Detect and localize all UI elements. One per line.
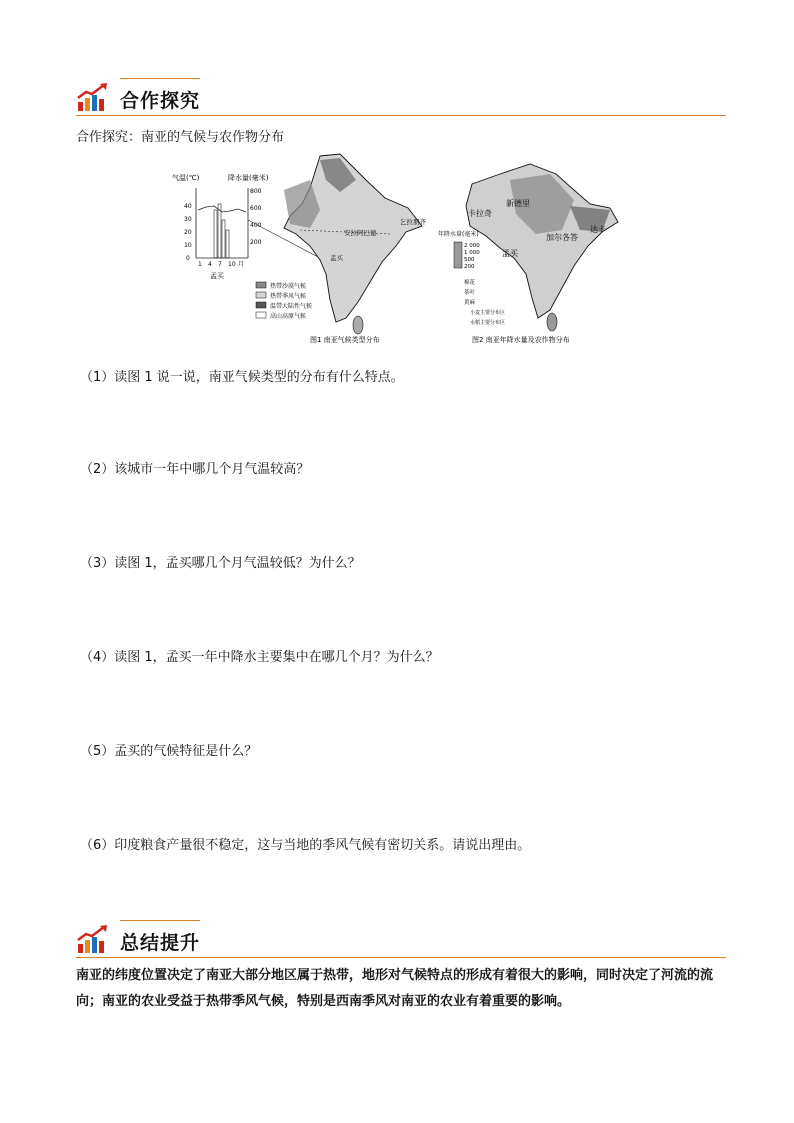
question-3: （3）读图 1，孟买哪几个月气温较低？为什么？ (80, 556, 361, 571)
y2-tick: 800 (250, 188, 262, 195)
header-rule (76, 115, 726, 116)
chart-right-axis-label: 降水量(毫米) (228, 174, 269, 182)
summary-paragraph: 南亚的纬度位置决定了南亚大部分地区属于热带，地形对气候特点的形成有着很大的影响，同时决定了河流的流向；南亚的农业受益于热带季风气候，特别是西南季风对南亚的农业有着重要的影响。 (76, 968, 714, 1009)
crop-legend: 棉花 (464, 280, 476, 286)
y2-tick: 200 (250, 239, 262, 246)
x-tick: 月 (238, 261, 245, 268)
crop-legend: 茶叶 (464, 290, 476, 296)
legend-value: 2 000 (464, 243, 480, 249)
crop-legend: 黄麻 (464, 300, 476, 306)
crop-legend: 水稻主要分布区 (470, 320, 506, 326)
x-tick: 10 (228, 261, 236, 268)
figure2-legend (438, 230, 505, 326)
section-title: 合作探究 (120, 90, 201, 112)
legend-title: 年降水量(毫米) (438, 231, 479, 238)
legend-item: 热带沙漠气候 (270, 283, 307, 290)
map-label-bombay: 孟买 (502, 249, 518, 258)
legend-item: 热带季风气候 (270, 293, 307, 300)
map-label-karachi: 卡拉奇 (468, 209, 492, 218)
x-tick: 7 (218, 261, 222, 268)
legend-value: 1 000 (464, 250, 480, 256)
question-4: （4）读图 1，孟买一年中降水主要集中在哪几个月？为什么？ (80, 650, 439, 665)
y-tick: 30 (184, 216, 192, 223)
figure2-map (438, 164, 618, 344)
y-tick: 0 (186, 255, 190, 262)
section-header-cooperation (76, 78, 726, 118)
chart-left-axis-label: 气温(℃) (172, 174, 200, 182)
section-header-summary (76, 920, 726, 960)
question-2: （2）该城市一年中哪几个月气温较高？ (80, 462, 310, 477)
header-top-line (120, 78, 200, 79)
chart-city-label: 孟买 (210, 272, 224, 280)
y-tick: 20 (184, 229, 192, 236)
growth-chart-logo-icon (76, 82, 110, 112)
y2-tick: 400 (250, 222, 262, 229)
section-title: 总结提升 (120, 932, 201, 954)
header-top-line (120, 920, 200, 921)
figure-south-asia-maps (170, 150, 630, 350)
legend-item: 温带大陆性气候 (270, 303, 313, 310)
y-tick: 10 (184, 242, 192, 249)
figure2-caption: 图2 南亚年降水量及农作物分布 (472, 336, 570, 344)
map-label-andaman: 安拉阿巴德 (344, 229, 377, 237)
x-tick: 4 (208, 261, 212, 268)
question-1: （1）读图 1 说一说，南亚气候类型的分布有什么特点。 (80, 370, 404, 385)
y2-tick: 600 (250, 205, 262, 212)
question-5: （5）孟买的气候特征是什么？ (80, 744, 258, 759)
legend-value: 200 (464, 264, 475, 270)
crop-legend: 小麦主要分布区 (470, 310, 506, 316)
map-label-bombay: 孟买 (330, 254, 343, 262)
map-label-delhi: 新德里 (506, 199, 530, 208)
header-rule (76, 957, 726, 958)
legend-value: 500 (464, 257, 475, 263)
legend-item: 高山高原气候 (270, 313, 307, 320)
figure1-map (256, 154, 427, 344)
intro-text: 合作探究：南亚的气候与农作物分布 (76, 130, 285, 145)
question-6: （6）印度粮食产量很不稳定，这与当地的季风气候有密切关系。请说出理由。 (80, 838, 531, 853)
map-label-calcutta: 加尔各答 (546, 233, 578, 242)
figure1-legend (256, 282, 312, 320)
y-tick: 40 (184, 203, 192, 210)
x-tick: 1 (198, 261, 202, 268)
map-label-chittagong: 乞拉朋齐 (400, 218, 426, 226)
growth-chart-logo-icon (76, 924, 110, 954)
map-label-dhaka: 达卡 (590, 225, 606, 234)
figure1-caption: 图1 南亚气候类型分布 (310, 336, 380, 344)
